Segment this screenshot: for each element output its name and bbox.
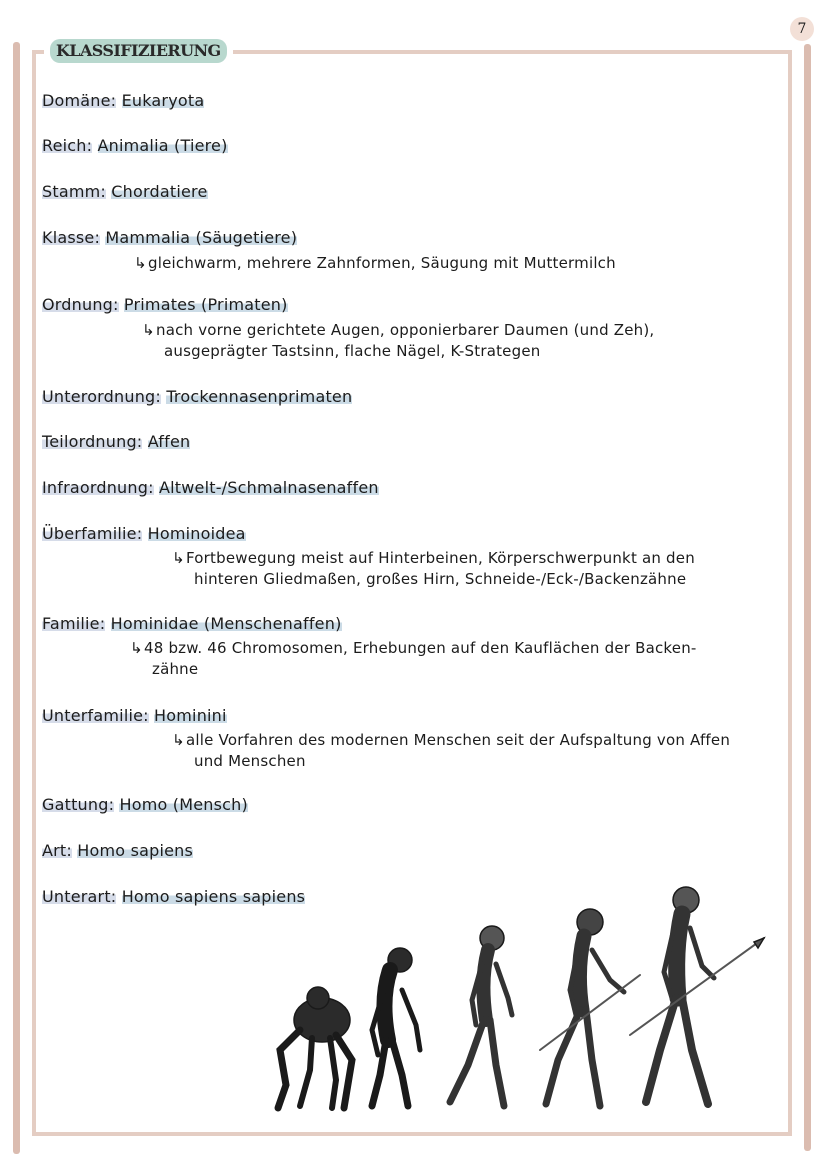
- entry-ordnung: [42, 294, 654, 362]
- entry-unterordnung: [42, 386, 352, 408]
- hominin-figure-4: [540, 909, 640, 1106]
- rank-value: Hominini: [154, 706, 227, 725]
- entry-familie: [42, 613, 697, 680]
- rank-label: Klasse:: [42, 228, 101, 247]
- note-text: 48 bzw. 46 Chromosomen, Erhebungen auf den Kauflächen der Backen-: [144, 639, 697, 657]
- arrow-icon: ↳: [172, 731, 185, 749]
- note-text: hinteren Gliedmaßen, großes Hirn, Schneide-/Eck-/Backenzähne: [194, 570, 687, 588]
- entry-reich: [42, 135, 228, 157]
- title-wrapper: [44, 38, 233, 64]
- page-number: 7: [790, 17, 814, 41]
- rank-label: Domäne:: [42, 91, 117, 110]
- note-text: alle Vorfahren des modernen Menschen seit der Aufspaltung von Affen: [186, 731, 731, 749]
- entry-infraordnung: [42, 477, 379, 499]
- rank-label: Überfamilie:: [42, 524, 143, 543]
- arrow-icon: ↳: [142, 321, 155, 339]
- note-text: und Menschen: [194, 752, 306, 770]
- rank-label: Teilordnung:: [42, 432, 143, 451]
- arrow-icon: ↳: [134, 254, 147, 272]
- entry-ueberfamilie: [42, 523, 695, 590]
- entry-teilordnung: [42, 431, 190, 453]
- hominin-figure-3: [450, 926, 512, 1106]
- rank-value: Eukaryota: [121, 91, 205, 110]
- rank-label: Unterart:: [42, 887, 117, 906]
- note-text: ausgeprägter Tastsinn, flache Nägel, K-Strategen: [164, 342, 541, 360]
- rank-value: Mammalia (Säugetiere): [105, 228, 298, 247]
- rank-label: Reich:: [42, 136, 93, 155]
- rank-label: Unterfamilie:: [42, 706, 149, 725]
- rank-value: Hominidae (Menschenaffen): [110, 614, 342, 633]
- entry-stamm: [42, 181, 208, 203]
- rank-label: Stamm:: [42, 182, 106, 201]
- left-margin-bar: [13, 42, 20, 1154]
- page-title: KLASSIFIZIERUNG: [50, 39, 227, 63]
- rank-value: Hominoidea: [147, 524, 246, 543]
- rank-label: Familie:: [42, 614, 106, 633]
- ape-figure-2: [372, 948, 420, 1106]
- rank-label: Ordnung:: [42, 295, 119, 314]
- ape-figure-1: [278, 987, 352, 1108]
- right-margin-bar: [804, 44, 811, 1151]
- rank-label: Art:: [42, 841, 72, 860]
- note-text: Fortbewegung meist auf Hinterbeinen, Körperschwerpunkt an den: [186, 549, 695, 567]
- entry-domaene: [42, 90, 204, 112]
- rank-label: Infraordnung:: [42, 478, 154, 497]
- rank-value: Animalia (Tiere): [97, 136, 228, 155]
- entry-gattung: [42, 794, 248, 816]
- arrow-icon: ↳: [130, 639, 143, 657]
- note-text: nach vorne gerichtete Augen, opponierbarer Daumen (und Zeh),: [156, 321, 655, 339]
- rank-value: Homo sapiens: [77, 841, 194, 860]
- rank-value: Altwelt-/Schmalnasenaffen: [158, 478, 379, 497]
- rank-value: Homo (Mensch): [119, 795, 248, 814]
- rank-label: Gattung:: [42, 795, 115, 814]
- human-figure-5: [630, 887, 764, 1104]
- rank-value: Homo sapiens sapiens: [121, 887, 306, 906]
- entry-unterfamilie: [42, 705, 730, 772]
- rank-value: Chordatiere: [111, 182, 208, 201]
- entry-klasse: [42, 227, 616, 274]
- rank-value: Trockennasenprimaten: [166, 387, 353, 406]
- note-text: gleichwarm, mehrere Zahnformen, Säugung mit Muttermilch: [148, 254, 616, 272]
- rank-label: Unterordnung:: [42, 387, 162, 406]
- rank-value: Primates (Primaten): [123, 295, 288, 314]
- note-text: zähne: [152, 660, 199, 678]
- rank-value: Affen: [147, 432, 191, 451]
- arrow-icon: ↳: [172, 549, 185, 567]
- entry-art: [42, 840, 193, 862]
- evolution-illustration: [240, 880, 770, 1115]
